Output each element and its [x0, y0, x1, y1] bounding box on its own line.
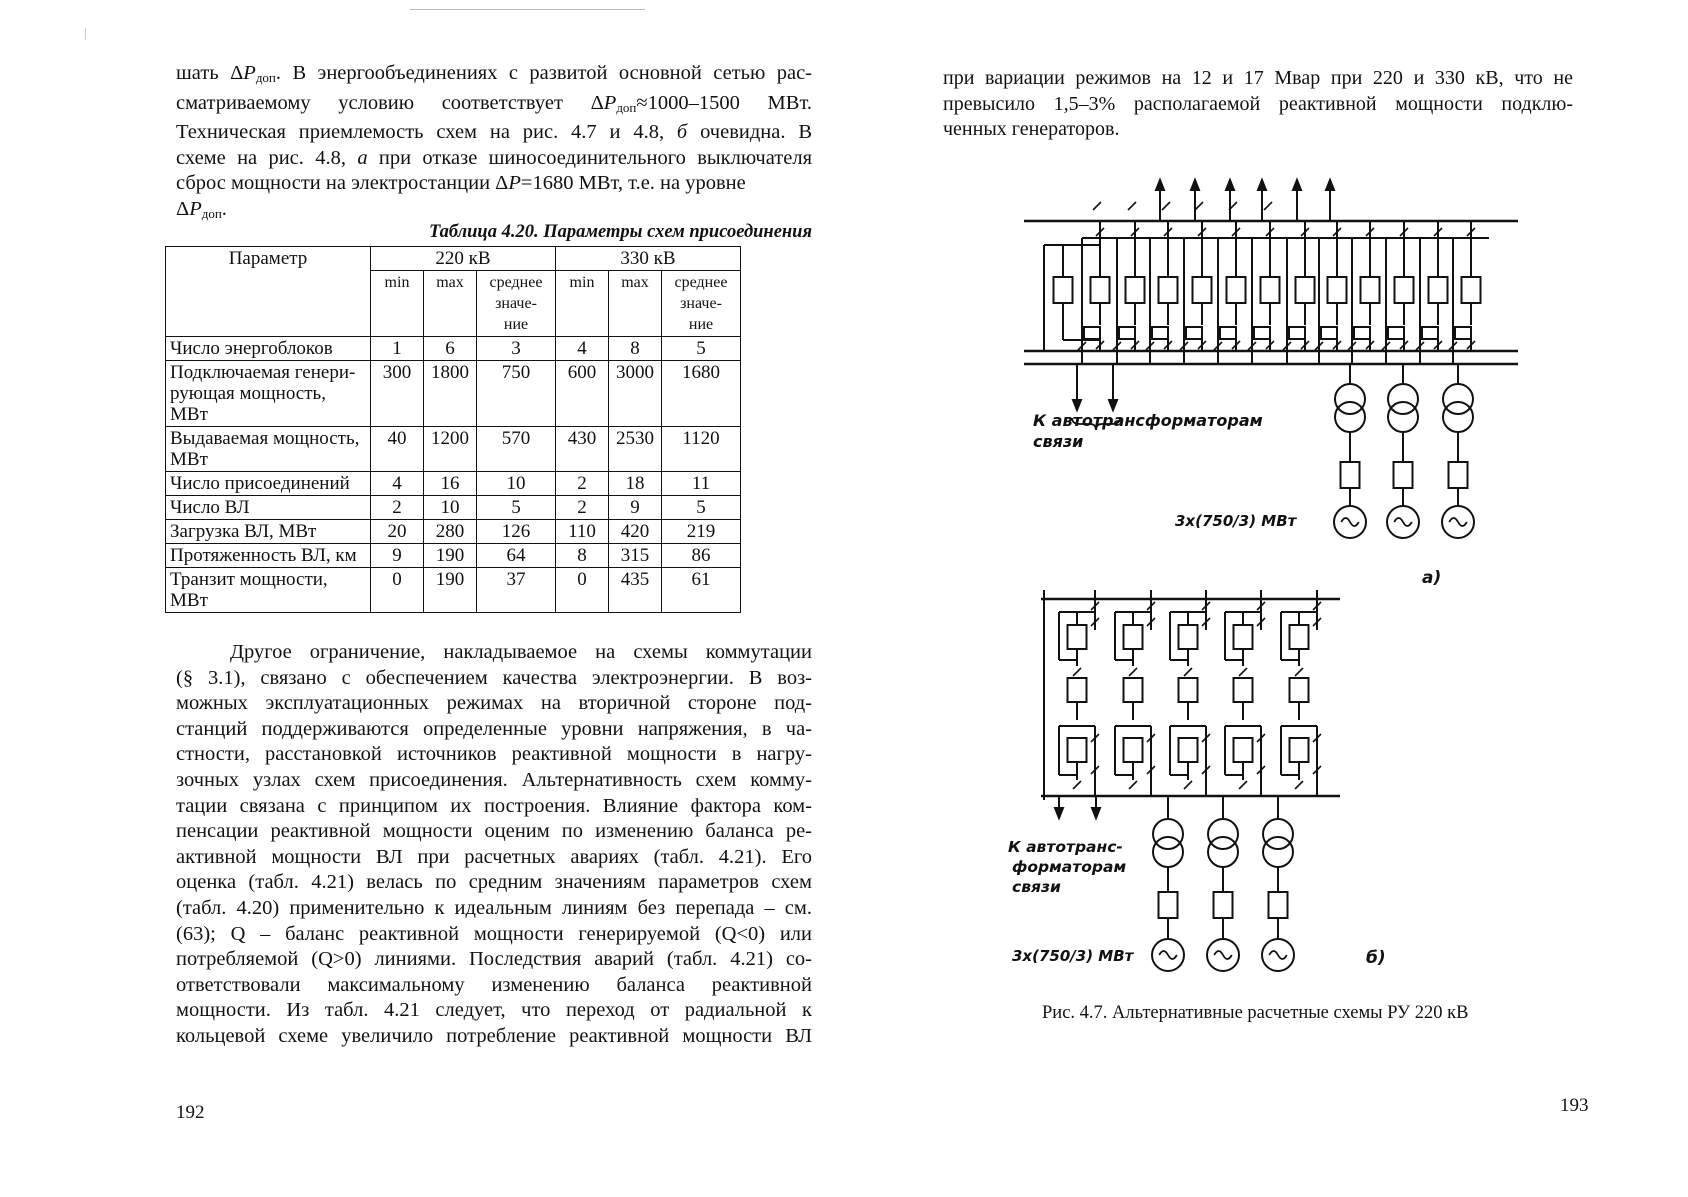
table-row [166, 544, 741, 568]
scheme-b [1041, 590, 1340, 971]
table-cell: 40 [371, 427, 424, 472]
intro-line [176, 91, 812, 121]
breaker-box [1126, 277, 1145, 303]
breaker-box [1234, 678, 1253, 702]
table-cell: 6 [424, 337, 477, 361]
table-cell: 420 [609, 520, 662, 544]
intro-sub: доп [201, 205, 222, 221]
table-cell: 750 [477, 361, 556, 427]
disconnector-mark [1129, 668, 1137, 676]
body-paragraph [176, 640, 812, 1050]
breaker-box [1084, 327, 1100, 339]
sine-wave [1449, 518, 1467, 526]
sub-header: max [609, 271, 662, 337]
sine-wave [1159, 951, 1177, 959]
transformer-winding [1388, 402, 1418, 432]
table-cell: 11 [662, 472, 741, 496]
breaker-box [1328, 277, 1347, 303]
table-cell: 10 [477, 472, 556, 496]
table-cell: 315 [609, 544, 662, 568]
intro-var: а [357, 146, 368, 169]
scheme-a [1024, 180, 1518, 538]
intro-var: P [508, 172, 521, 195]
panel-label-a: а) [1422, 568, 1442, 588]
arrow-head [1055, 808, 1063, 818]
intro-var: P [243, 62, 256, 84]
right-line: ченных генераторов. [943, 118, 1120, 141]
table-row [166, 496, 741, 520]
label-b-line2: форматорам [1012, 858, 1127, 876]
table-cell: 16 [424, 472, 477, 496]
breaker-box [1290, 678, 1309, 702]
disconnector-mark [1093, 202, 1101, 210]
breaker-box [1395, 277, 1414, 303]
table-cell: 20 [371, 520, 424, 544]
row-param-name: Число присоединений [166, 472, 371, 496]
transformer-winding [1208, 819, 1238, 849]
disconnector-mark [1295, 668, 1303, 676]
disconnector-mark [1184, 781, 1192, 789]
row-param-name: Выдаваемая мощность, МВт [166, 427, 371, 472]
disconnector-mark [1239, 668, 1247, 676]
body-line: станций поддерживаются определенные уровни напряжения, в ча- [176, 717, 812, 740]
table-cell: 2530 [609, 427, 662, 472]
breaker-box [1296, 277, 1315, 303]
table-row [166, 337, 741, 361]
table-cell: 1120 [662, 427, 741, 472]
breaker-box [1152, 327, 1168, 339]
breaker-box [1290, 625, 1309, 649]
body-line: мощности. Из табл. 4.21 следует, что переход от радиальной к [176, 999, 812, 1022]
intro-line [176, 171, 812, 197]
arrow-head [1073, 400, 1081, 410]
table-cell: 86 [662, 544, 741, 568]
table-cell: 9 [371, 544, 424, 568]
table-cell: 37 [477, 568, 556, 613]
label-a-line1: К автотрансформаторам [1033, 411, 1263, 430]
label-b-line3: связи [1012, 878, 1061, 896]
arrow-head [1326, 180, 1334, 190]
intro-text: Техническая приемлемость схем на рис. 4.7 и 4.8, [176, 121, 677, 144]
gen-label-a: 3x(750/3) МВт [1175, 512, 1297, 530]
breaker-box [1119, 327, 1135, 339]
sub-header: min [556, 271, 609, 337]
param-header: Параметр [166, 247, 371, 337]
breaker-box [1462, 277, 1481, 303]
table-cell: 3 [477, 337, 556, 361]
body-line: стности, расстановкой источников реактивной мощности в нагру- [176, 743, 812, 766]
breaker-box [1186, 327, 1202, 339]
sine-wave [1341, 518, 1359, 526]
breaker-box [1068, 625, 1087, 649]
table-cell: 4 [371, 472, 424, 496]
intro-line [176, 120, 812, 146]
breaker-box [1124, 625, 1143, 649]
panel-label-b: б) [1366, 948, 1386, 968]
table-cell: 219 [662, 520, 741, 544]
disconnector-mark [1239, 781, 1247, 789]
arrow-head [1258, 180, 1266, 190]
row-param-name: Число энергоблоков [166, 337, 371, 361]
table-cell: 2 [556, 472, 609, 496]
breaker-box [1227, 277, 1246, 303]
figure-caption: Рис. 4.7. Альтернативные расчетные схемы РУ 220 кВ [1042, 1003, 1469, 1023]
table-cell: 110 [556, 520, 609, 544]
table-row [166, 568, 741, 613]
disconnector-mark [1264, 202, 1272, 210]
transformer-winding [1443, 384, 1473, 414]
sine-wave [1214, 951, 1232, 959]
breaker-box [1179, 625, 1198, 649]
body-line: тации связана с принципом их построения. Влияние фактора ком- [176, 794, 812, 817]
body-line: Другое ограничение, накладываемое на схемы коммутации [230, 641, 812, 663]
arrow-head [1156, 180, 1164, 190]
body-line: (§ 3.1), связано с обеспечением качества электроэнергии. В воз- [176, 666, 812, 689]
table-cell: 5 [662, 337, 741, 361]
transformer-winding [1335, 402, 1365, 432]
intro-text: ≈1000–1500 МВт. [636, 91, 812, 114]
row-param-name: Транзит мощности, МВт [166, 568, 371, 613]
breaker-box [1429, 277, 1448, 303]
breaker-box [1179, 678, 1198, 702]
breaker-box [1261, 277, 1280, 303]
intro-text: сброс мощности на электростанции Δ [176, 172, 509, 195]
breaker-box [1193, 277, 1212, 303]
disconnector-mark [1073, 781, 1081, 789]
intro-line [176, 146, 812, 172]
group-header-330: 330 кВ [556, 247, 741, 271]
row-param-name: Протяженность ВЛ, км [166, 544, 371, 568]
table-row [166, 427, 741, 472]
table-cell: 0 [556, 568, 609, 613]
breaker-box [1455, 327, 1471, 339]
table-cell: 1800 [424, 361, 477, 427]
gen-label-b: 3x(750/3) МВт [1012, 947, 1134, 965]
breaker-box [1361, 277, 1380, 303]
transformer-winding [1443, 402, 1473, 432]
table-cell: 280 [424, 520, 477, 544]
intro-sub: доп [255, 70, 276, 85]
breaker-box [1290, 738, 1309, 762]
right-page [900, 0, 1688, 1197]
intro-text: схеме на рис. 4.8, [176, 146, 358, 169]
intro-text: очевидна. В [687, 121, 812, 144]
arrow-head [1226, 180, 1234, 190]
body-line: ответствовали максимальному изменению баланса реактивной [176, 973, 812, 996]
breaker-box [1091, 277, 1110, 303]
table-cell: 8 [556, 544, 609, 568]
table-row [166, 472, 741, 496]
breaker-box [1068, 738, 1087, 762]
right-line: при вариации режимов на 12 и 17 Мвар при 220 и 330 кВ, что не [943, 67, 1573, 89]
group-header-220: 220 кВ [371, 247, 556, 271]
sub-header: min [371, 271, 424, 337]
sub-header: max [424, 271, 477, 337]
table-row [166, 361, 741, 427]
disconnector-mark [1128, 202, 1136, 210]
intro-paragraph [176, 61, 812, 227]
table-cell: 18 [609, 472, 662, 496]
generator-breaker [1214, 892, 1233, 918]
parameters-table [165, 246, 741, 613]
transformer-winding [1335, 384, 1365, 414]
intro-line [176, 61, 812, 91]
table-cell: 2 [371, 496, 424, 520]
table-cell: 0 [371, 568, 424, 613]
transformer-winding [1263, 837, 1293, 867]
table-cell: 600 [556, 361, 609, 427]
page-number-right: 193 [1560, 1095, 1589, 1116]
intro-var: б [676, 121, 688, 144]
sub-header: среднее значе- ние [477, 271, 556, 337]
disconnector-mark [1295, 781, 1303, 789]
table-cell: 3000 [609, 361, 662, 427]
table-cell: 61 [662, 568, 741, 613]
breaker-box [1159, 277, 1178, 303]
intro-var: P [603, 91, 617, 114]
table-cell: 1200 [424, 427, 477, 472]
table-cell: 570 [477, 427, 556, 472]
transformer-winding [1153, 837, 1183, 867]
breaker-box [1054, 277, 1073, 303]
table-cell: 430 [556, 427, 609, 472]
table-cell: 1 [371, 337, 424, 361]
body-line: зочных узлах схем присоединения. Альтернативность схем комму- [176, 768, 812, 791]
label-b-line1: К автотранс- [1008, 838, 1123, 856]
intro-text: шать Δ [176, 62, 244, 84]
intro-sub: доп [616, 99, 637, 115]
table-body [166, 337, 741, 613]
disconnector-mark [1162, 202, 1170, 210]
arrow-head [1293, 180, 1301, 190]
generator-breaker [1394, 462, 1413, 488]
transformer-winding [1208, 837, 1238, 867]
breaker-box [1179, 738, 1198, 762]
table-cell: 1680 [662, 361, 741, 427]
arrow-head [1191, 180, 1199, 190]
sub-header: среднее значе- ние [662, 271, 741, 337]
intro-text: сматриваемому условию соответствует Δ [176, 91, 604, 114]
generator-breaker [1159, 892, 1178, 918]
generator-breaker [1269, 892, 1288, 918]
transformer-winding [1263, 819, 1293, 849]
body-line: оценка (табл. 4.21) велась по средним значениям параметров схем [176, 871, 812, 894]
breaker-box [1124, 678, 1143, 702]
sine-wave [1394, 518, 1412, 526]
disconnector-mark [1195, 202, 1203, 210]
breaker-box [1234, 625, 1253, 649]
disconnector-mark [1129, 781, 1137, 789]
arrow-head [1109, 400, 1117, 410]
breaker-box [1289, 327, 1305, 339]
intro-text: . [221, 197, 227, 220]
breaker-box [1321, 327, 1337, 339]
table-row [166, 520, 741, 544]
breaker-box [1068, 678, 1087, 702]
table-cell: 190 [424, 568, 477, 613]
breaker-box [1422, 327, 1438, 339]
breaker-box [1220, 327, 1236, 339]
table-cell: 300 [371, 361, 424, 427]
table-cell: 5 [477, 496, 556, 520]
transformer-winding [1388, 384, 1418, 414]
transformer-winding [1153, 819, 1183, 849]
table-cell: 9 [609, 496, 662, 520]
intro-text: при отказе шиносоединительного выключателя [367, 146, 812, 169]
table-cell: 8 [609, 337, 662, 361]
generator-breaker [1341, 462, 1360, 488]
disconnector-mark [1184, 668, 1192, 676]
body-line: активной мощности ВЛ при расчетных авариях (табл. 4.21). Его [176, 845, 812, 868]
intro-text: Δ [176, 197, 190, 220]
right-line: превысило 1,5–3% располагаемой реактивной мощности подклю- [943, 92, 1573, 115]
table-cell: 190 [424, 544, 477, 568]
body-line: потребляемой (Q>0) линиями. Последствия аварий (табл. 4.21) со- [176, 948, 812, 971]
breaker-box [1254, 327, 1270, 339]
table-caption: Таблица 4.20. Параметры схем присоединения [429, 222, 812, 242]
intro-var: P [189, 197, 202, 220]
generator-breaker [1449, 462, 1468, 488]
page-number-left: 192 [176, 1102, 205, 1123]
table-cell: 10 [424, 496, 477, 520]
table-cell: 4 [556, 337, 609, 361]
switchgear-schemes-figure [900, 0, 1688, 1000]
table-cell: 2 [556, 496, 609, 520]
body-line: можных эксплуатационных режимах на вторичной стороне под- [176, 692, 812, 715]
row-param-name: Подключаемая генери- рующая мощность, МВт [166, 361, 371, 427]
breaker-box [1354, 327, 1370, 339]
table-cell: 64 [477, 544, 556, 568]
breaker-box [1388, 327, 1404, 339]
body-line: (63); Q – баланс реактивной мощности генерируемой (Q<0) или [176, 922, 812, 945]
body-line: (табл. 4.20) применительно к идеальным линиям без перепада – см. [176, 896, 812, 919]
breaker-box [1124, 738, 1143, 762]
body-line: пенсации реактивной мощности оценим по изменению баланса ре- [176, 820, 812, 843]
body-line: кольцевой схеме увеличило потребление реактивной мощности ВЛ [176, 1024, 812, 1047]
intro-text: =1680 МВт, т.е. на уровне [520, 172, 746, 195]
table-cell: 126 [477, 520, 556, 544]
row-param-name: Число ВЛ [166, 496, 371, 520]
row-param-name: Загрузка ВЛ, МВт [166, 520, 371, 544]
breaker-box [1234, 738, 1253, 762]
intro-text: . В энергообъединениях с развитой основной сетью рас- [275, 62, 812, 84]
label-a-line2: связи [1033, 432, 1084, 451]
table-cell: 435 [609, 568, 662, 613]
disconnector-mark [1073, 668, 1081, 676]
arrow-head [1092, 808, 1100, 818]
table-cell: 5 [662, 496, 741, 520]
sine-wave [1269, 951, 1287, 959]
